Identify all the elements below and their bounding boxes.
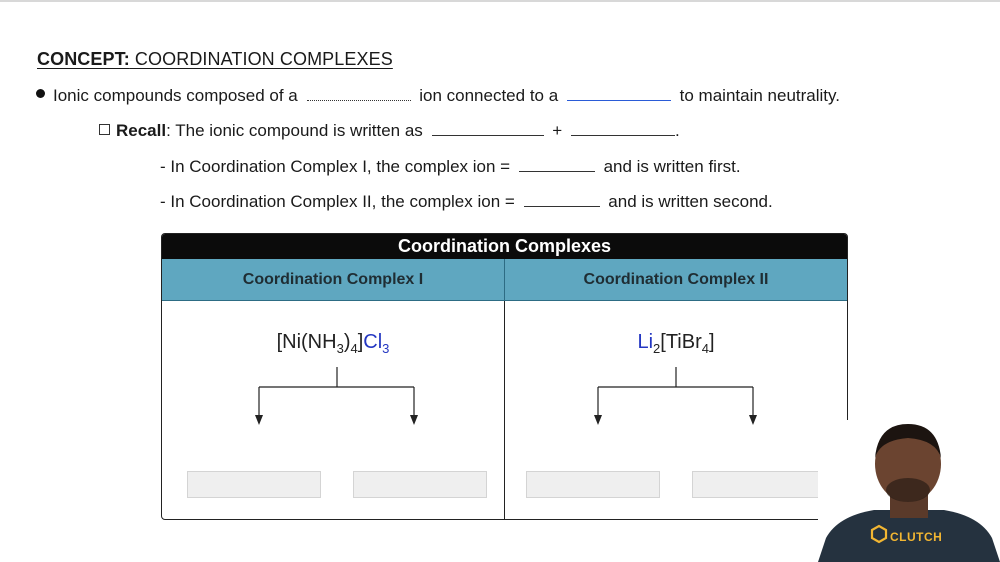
formula1-sub-1: 3 [336,341,344,356]
blank-second-ion [571,121,675,136]
presenter-video [818,420,1000,562]
bullet-line [53,86,840,106]
title-bold: CONCEPT: [37,49,130,69]
recall-text: : The ionic compound is written as [166,121,423,140]
recall-plus: + [552,121,563,140]
formula2-part-b: [TiBr [660,331,702,353]
blank-complex-ion-2 [524,192,600,207]
split-arrow-diagram-1 [162,367,506,437]
blank-first-ion [432,121,544,136]
sub-line-1 [160,157,741,177]
formula1-sub-2: 4 [350,341,358,356]
recall-end: . [674,121,680,140]
formula1-part-b: ) [343,331,351,353]
sub-line-2-end: and is written second. [608,192,773,211]
arrow-down-icon [255,415,263,425]
answer-box-complex-1-left[interactable] [187,471,321,498]
formula-complex-1 [162,331,504,356]
coordination-table [161,233,848,520]
arrow-down-icon [410,415,418,425]
sub-line-1-text: - In Coordination Complex I, the complex ion = [160,157,511,176]
table-title: Coordination Complexes [162,234,847,259]
formula2-sub-2: 4 [701,341,709,356]
answer-box-complex-1-right[interactable] [353,471,487,498]
table-body [162,301,847,519]
sub-line-2 [160,192,773,212]
formula2-counter-ion: Li [637,331,654,353]
title-rest: COORDINATION COMPLEXES [129,49,393,69]
arrow-down-icon [594,415,602,425]
column-complex-1 [162,301,504,519]
bullet-text-1: Ionic compounds composed of a [53,86,298,105]
formula2-sub-1: 2 [653,341,661,356]
column-complex-2 [504,301,847,519]
bullet-text-2: ion connected to a [419,86,559,105]
recall-checkbox [99,124,110,135]
sub-line-2-text: - In Coordination Complex II, the complex ion = [160,192,515,211]
formula1-sub-3: 3 [382,341,390,356]
sub-line-1-end: and is written first. [603,157,741,176]
recall-line [99,121,680,141]
column-header-complex-2: Coordination Complex II [504,259,847,300]
bullet-dot [36,89,45,98]
answer-box-complex-2-left[interactable] [526,471,660,498]
recall-label: Recall [116,121,167,140]
blank-cation [307,86,411,101]
blank-counter-ion [567,86,671,101]
top-divider [0,0,1000,2]
formula1-part-a: [Ni(NH [276,331,337,353]
page-title [37,49,393,70]
formula1-counter-ion: Cl [363,331,383,353]
table-column-headers [162,259,847,301]
logo-text: CLUTCH [890,530,943,544]
answer-box-complex-2-right[interactable] [692,471,826,498]
formula1-part-c: ] [357,331,364,353]
arrow-down-icon [749,415,757,425]
column-header-complex-1: Coordination Complex I [242,271,424,288]
blank-complex-ion-1 [519,157,595,172]
formula2-part-c: ] [708,331,715,353]
formula-complex-2 [505,331,847,356]
bullet-text-3: to maintain neutrality. [679,86,840,105]
split-arrow-diagram-2 [505,367,845,437]
